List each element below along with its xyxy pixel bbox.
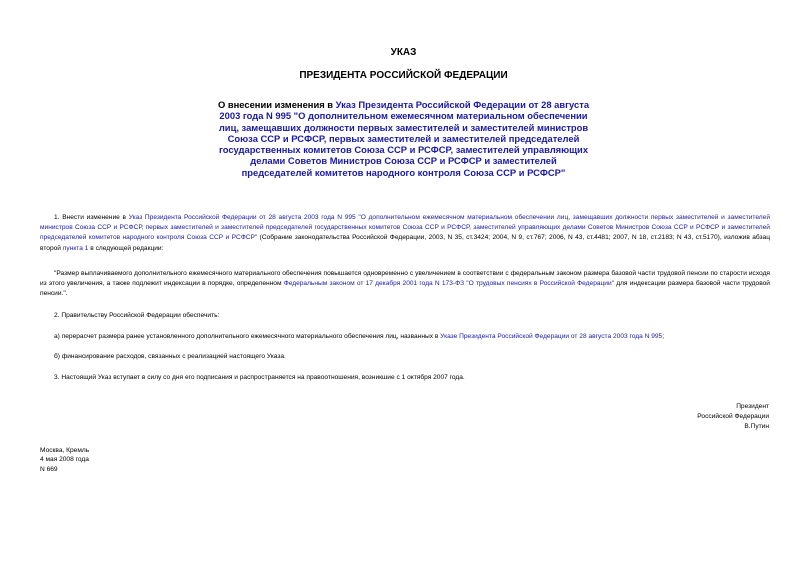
paragraph-1 xyxy=(40,213,770,254)
paragraph-1-item-link[interactable]: пункта 1 xyxy=(62,244,89,252)
paragraph-1-prefix: 1. Внести изменение в xyxy=(54,214,129,221)
paragraph-1-decree-link[interactable]: Указ Президента Российской Федерации от 28 августа 2003 года N 995 "О дополнительном ежемесячном материальном обеспечении лиц, замещавших должности первых заместителей и заместителей министров Союза ССР и РСФСР, первых заместителей и заместителей председателей государственных комитетов Союза ССР и РСФСР, заместителей управляющих делами Советов Министров Союза ССР и РСФСР и заместителей председателей комитетов народного контроля Союза ССР и РСФСР" xyxy=(40,214,770,242)
place-date-block xyxy=(40,446,89,474)
item-a-decree-link[interactable]: Указе Президента Российской Федерации от 28 августа 2003 года N 995 xyxy=(440,333,663,340)
issuer-heading: ПРЕЗИДЕНТА РОССИЙСКОЙ ФЕДЕРАЦИИ xyxy=(299,70,508,81)
quote-text: "Размер выплачиваемого дополнительного ежемесячного материального обеспечения повышается одновременно с увеличением в соответствии с федеральным законом размера базовой части трудовой пенсии по старости исходя из этого увеличения, а также подлежит индексации в порядке, определенном xyxy=(40,270,770,288)
signature-title: Президент xyxy=(736,403,769,410)
signature-country: Российской Федерации xyxy=(697,412,769,420)
paragraph-1-suffix: (Собрание законодательства Российской Федерации, 2003, N 35, ст.3424; 2004, N 9, ст.767; 2006, N 43, ст.4481; 2007, N 18, ст.2183; N 43, ст.5170), изложив абзац второй xyxy=(40,234,770,252)
paragraph-2: 2. Правительству Российской Федерации обеспечить: xyxy=(54,312,220,319)
item-a xyxy=(54,332,770,342)
signature-block xyxy=(697,402,769,431)
signature-name: В.Путин xyxy=(744,422,769,430)
paragraph-3: 3. Настоящий Указ вступает в силу со дня его подписания и распространяется на правоотношения, возникшие с 1 октября 2007 года. xyxy=(54,374,465,381)
quote-end: для индексации размера базовой части трудовой пенсии.". xyxy=(40,280,770,298)
paragraph-1-end: в следующей редакции: xyxy=(88,244,164,252)
signing-place: Москва, Кремль xyxy=(40,447,90,454)
item-b: б) финансирование расходов, связанных с реализацией настоящего Указа. xyxy=(54,353,286,360)
pension-law-link[interactable]: Федеральным законом от 17 декабря 2001 года N 173-ФЗ "О трудовых пенсиях в Российской Федерации" xyxy=(283,280,615,288)
document-title xyxy=(215,99,592,178)
title-prefix: О внесении изменения в xyxy=(217,99,336,110)
document-type-heading: УКАЗ xyxy=(390,47,417,58)
title-decree-link[interactable]: Указ Президента Российской Федерации от 28 августа 2003 года N 995 "О дополнительном ежемесячном материальном обеспечении лиц, замещавших должности первых заместителей и заместителей министров Союза ССР и РСФСР, первых заместителей и заместителей председателей государственных комитетов Союза ССР и РСФСР, заместителей управляющих делами Советов Министров Союза ССР и РСФСР и заместителей председателей комитетов народного контроля Союза ССР и РСФСР" xyxy=(218,99,590,178)
decree-number: N 669 xyxy=(40,465,58,473)
signing-date: 4 мая 2008 года xyxy=(40,456,89,464)
item-a-end: ; xyxy=(662,333,665,340)
quoted-paragraph xyxy=(40,269,770,300)
item-a-prefix: а) перерасчет размера ранее установленного дополнительного ежемесячного материального обеспечения лиц, названных в xyxy=(54,333,441,340)
